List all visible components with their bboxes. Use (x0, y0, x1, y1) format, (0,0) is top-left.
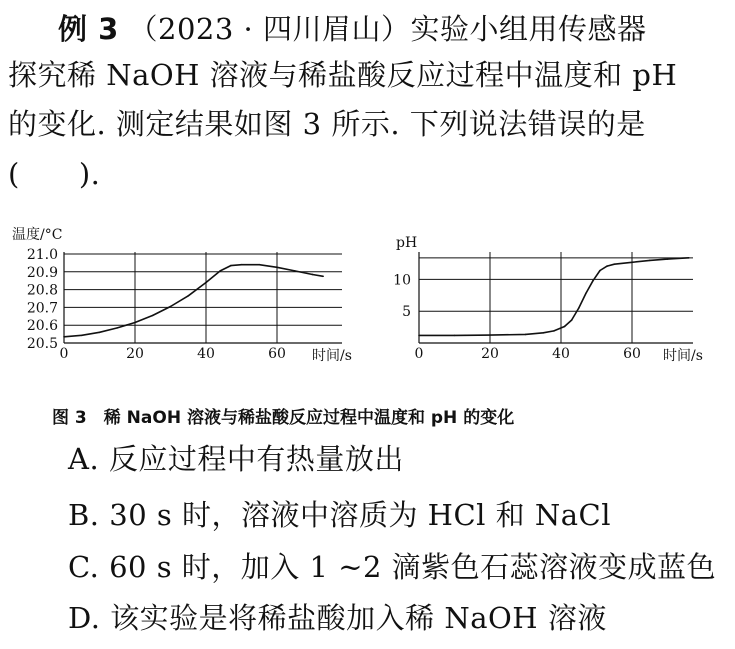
question-line-2: 探究稀 NaOH 溶液与稀盐酸反应过程中温度和 pH (8, 58, 678, 92)
data-point (613, 263, 615, 265)
x-tick-label: 60 (268, 346, 286, 362)
data-point (99, 332, 101, 334)
y-tick-label: 20.5 (26, 336, 58, 352)
data-point (667, 258, 669, 260)
data-point (322, 275, 324, 277)
y-tick-label: 20.9 (26, 264, 58, 281)
data-point (489, 334, 491, 336)
data-point (585, 293, 587, 295)
series-line-temperature (64, 265, 323, 337)
data-point (152, 315, 154, 317)
y-tick-label: 21.0 (26, 247, 58, 263)
y-tick-label: 20.7 (26, 300, 58, 317)
question-source-and-text: （2023 · 四川眉山）实验小组用传感器 (128, 12, 647, 46)
option-b[interactable]: B. 30 s 时，溶液中溶质为 HCl 和 NaCl (68, 498, 612, 532)
y-axis-label: pH (396, 235, 418, 251)
data-point (571, 319, 573, 321)
option-d[interactable]: D. 该实验是将稀盐酸加入稀 NaOH 溶液 (68, 601, 607, 635)
data-point (418, 335, 420, 337)
data-point (187, 295, 189, 297)
data-point (134, 322, 136, 324)
ph-chart (393, 235, 703, 364)
x-tick-label: 60 (623, 346, 641, 362)
data-point (592, 280, 594, 282)
temperature-chart (12, 226, 352, 364)
data-point (454, 335, 456, 337)
data-point (230, 265, 232, 267)
x-tick-label: 20 (126, 346, 144, 362)
data-point (542, 332, 544, 334)
y-axis-label: 温度/°C (12, 227, 63, 243)
y-tick-label: 20.6 (26, 318, 58, 335)
x-axis-label: 时间/s (663, 348, 703, 364)
data-point (649, 260, 651, 262)
data-point (312, 274, 314, 276)
data-point (276, 267, 278, 269)
question-line-3: 的变化. 测定结果如图 3 所示. 下列说法错误的是 (8, 107, 646, 141)
data-point (525, 334, 527, 336)
data-point (553, 330, 555, 332)
series-line-ph (419, 258, 689, 336)
data-point (241, 264, 243, 266)
x-tick-label: 40 (552, 346, 570, 362)
example-label: 例 3 (58, 12, 119, 46)
data-point (81, 335, 83, 337)
option-c[interactable]: C. 60 s 时，加入 1 ~2 滴紫色石蕊溶液变成蓝色 (68, 550, 717, 584)
answer-blank: ( ). (8, 157, 101, 191)
figure-caption: 图 3 稀 NaOH 溶液与稀盐酸反应过程中温度和 pH 的变化 (52, 408, 515, 428)
x-tick-label: 0 (414, 346, 424, 362)
data-point (578, 307, 580, 309)
data-point (606, 265, 608, 267)
figure-3-charts (0, 215, 735, 370)
data-point (564, 326, 566, 328)
y-tick-label: 10 (393, 272, 411, 289)
data-point (631, 261, 633, 263)
data-point (294, 270, 296, 272)
data-point (688, 257, 690, 259)
x-tick-label: 40 (197, 346, 215, 362)
x-tick-label: 20 (481, 346, 499, 362)
y-tick-label: 20.8 (26, 282, 58, 299)
data-point (599, 270, 601, 272)
question-line-1 (58, 10, 646, 48)
data-point (170, 306, 172, 308)
data-point (258, 264, 260, 266)
x-tick-label: 0 (59, 346, 69, 362)
data-point (205, 282, 207, 284)
option-a[interactable]: A. 反应过程中有热量放出 (68, 442, 404, 476)
data-point (219, 270, 221, 272)
y-tick-label: 5 (402, 304, 411, 321)
x-axis-label: 时间/s (312, 348, 352, 364)
data-point (116, 327, 118, 329)
data-point (63, 336, 65, 338)
